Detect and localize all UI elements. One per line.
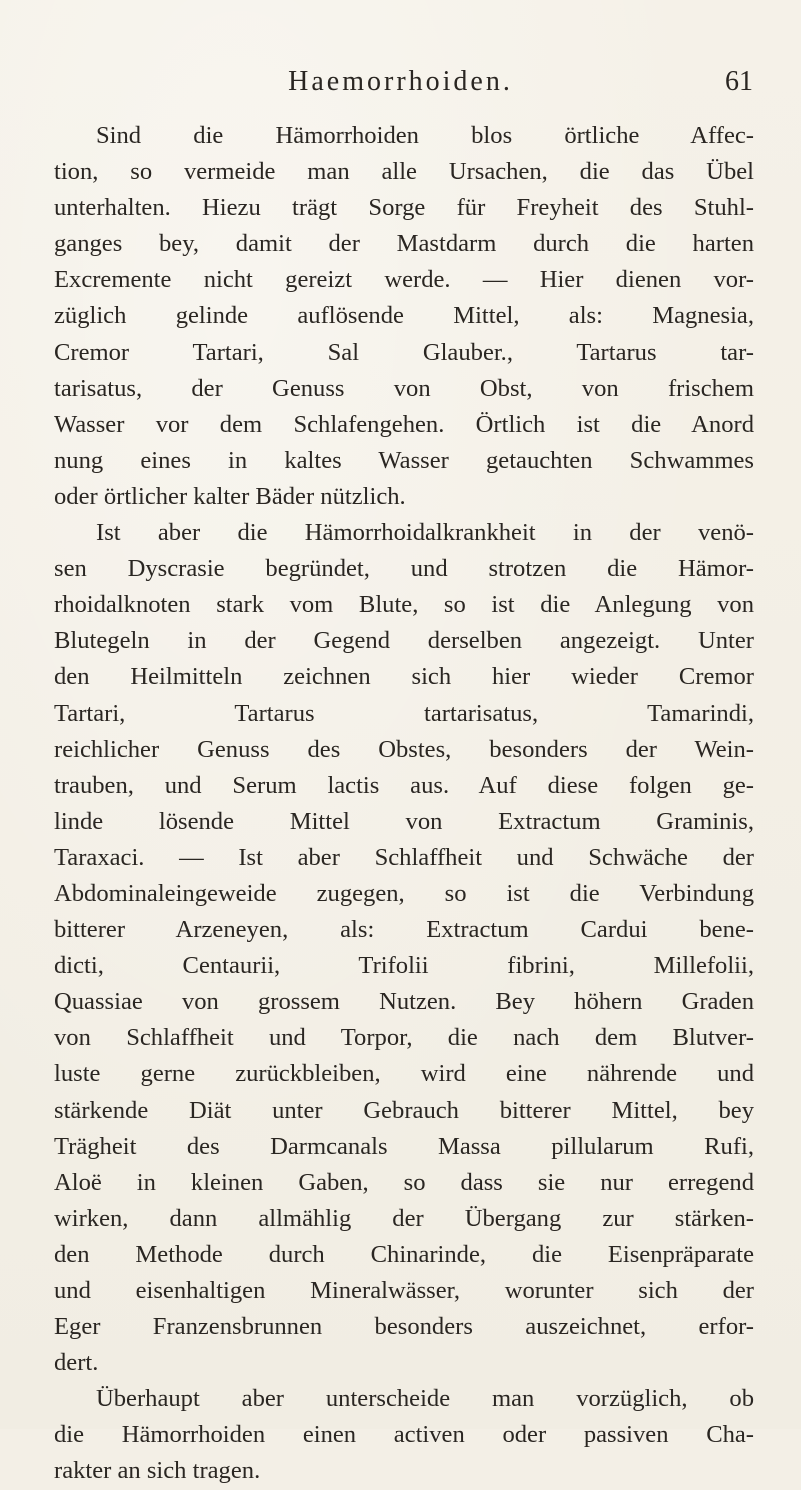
text-line: Taraxaci. — Ist aber Schlaffheit und Schwäche der [54, 843, 754, 871]
text-line: trauben, und Serum lactis aus. Auf diese folgen ge- [54, 771, 754, 799]
text-line: den Methode durch Chinarinde, die Eisenpräparate [54, 1240, 754, 1268]
text-line: Trägheit des Darmcanals Massa pillularum Rufi, [54, 1132, 754, 1160]
text-line: linde lösende Mittel von Extractum Graminis, [54, 807, 754, 835]
text-line: und eisenhaltigen Mineralwässer, worunter sich der [54, 1277, 754, 1304]
page-number: 61 [725, 66, 753, 97]
text-line: oder örtlicher kalter Bäder nützlich. [54, 482, 406, 510]
text-line: rhoidalknoten stark vom Blute, so ist die Anlegung von [54, 591, 754, 619]
text-line: Eger Franzensbrunnen besonders auszeichnet, erfor- [54, 1313, 754, 1341]
text-line: Blutegeln in der Gegend derselben angezeigt. Unter [54, 627, 754, 655]
text-line: dert. [54, 1349, 99, 1377]
text-line: Ist aber die Hämorrhoidalkrankheit in der venö- [96, 519, 754, 547]
text-line: Sind die Hämorrhoiden blos örtliche Affec- [96, 122, 754, 149]
text-line: bitterer Arzeneyen, als: Extractum Cardui bene- [54, 916, 754, 944]
text-line: wirken, dann allmählig der Übergang zur stärken- [54, 1204, 754, 1232]
text-line: nung eines in kaltes Wasser getauchten Schwammes [54, 446, 754, 474]
text-line: Wasser vor dem Schlafengehen. Örtlich ist die Anord [54, 410, 754, 438]
text-line: Quassiae von grossem Nutzen. Bey höhern Graden [54, 988, 754, 1016]
text-line: tion, so vermeide man alle Ursachen, die das Übel [54, 158, 754, 186]
text-line: stärkende Diät unter Gebrauch bitterer Mittel, bey [54, 1096, 754, 1124]
text-line: luste gerne zurückbleiben, wird eine nährende und [54, 1060, 754, 1088]
text-line: züglich gelinde auflösende Mittel, als: Magnesia, [54, 302, 754, 330]
body-text [54, 118, 754, 1490]
text-line: Excremente nicht gereizt werde. — Hier dienen vor- [54, 266, 754, 294]
text-line: Abdominaleingeweide zugegen, so ist die Verbindung [54, 879, 754, 907]
text-line: ganges bey, damit der Mastdarm durch die harten [54, 230, 754, 258]
text-line: reichlicher Genuss des Obstes, besonders der Wein- [54, 735, 754, 763]
text-line: Tartari, Tartarus tartarisatus, Tamarindi, [54, 699, 754, 727]
text-line: von Schlaffheit und Torpor, die nach dem Blutver- [54, 1024, 754, 1052]
text-line: sen Dyscrasie begründet, und strotzen die Hämor- [54, 555, 754, 583]
text-line: Überhaupt aber unterscheide man vorzüglich, ob [96, 1385, 754, 1413]
text-line: dicti, Centaurii, Trifolii fibrini, Millefolii, [54, 952, 754, 980]
text-line: unterhalten. Hiezu trägt Sorge für Freyheit des Stuhl- [54, 194, 754, 222]
text-line: den Heilmitteln zeichnen sich hier wieder Cremor [54, 663, 754, 691]
text-line: tarisatus, der Genuss von Obst, von frischem [54, 374, 754, 402]
text-line: Cremor Tartari, Sal Glauber., Tartarus tar- [54, 338, 754, 366]
text-line: Aloë in kleinen Gaben, so dass sie nur erregend [54, 1168, 754, 1196]
page-header [0, 66, 801, 106]
running-head: Haemorrhoiden. [288, 66, 513, 97]
text-line: rakter an sich tragen. [54, 1457, 261, 1485]
text-line: die Hämorrhoiden einen activen oder passiven Cha- [54, 1421, 754, 1449]
